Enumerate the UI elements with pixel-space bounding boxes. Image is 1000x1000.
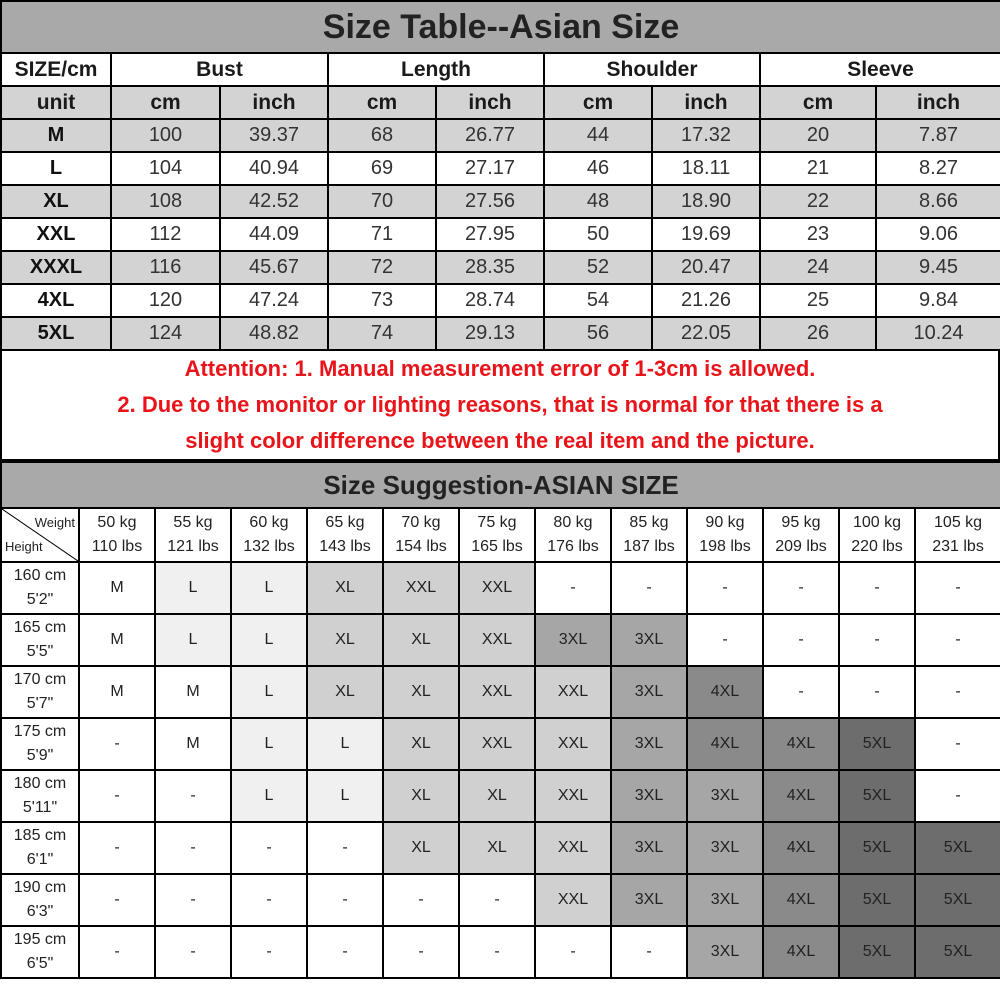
weight-lbs: 209 lbs [775, 538, 827, 555]
measure-cell: 27.17 [436, 152, 544, 185]
suggestion-rows [1, 562, 1000, 978]
unit-cell: cm [544, 86, 652, 119]
measure-cell: 42.52 [220, 185, 328, 218]
weight-lbs: 143 lbs [319, 538, 371, 555]
weight-height-corner [1, 508, 79, 562]
weight-header [763, 508, 839, 562]
suggested-size-cell: XL [383, 822, 459, 874]
suggested-size-cell: 3XL [687, 874, 763, 926]
measure-cell: 10.24 [876, 317, 1000, 350]
suggestion-row [1, 666, 1000, 718]
suggested-size-cell: 5XL [839, 770, 915, 822]
height-cm: 175 cm [13, 723, 67, 740]
height-cm: 160 cm [13, 567, 67, 584]
header-size: SIZE/cm [1, 53, 111, 86]
suggested-size-cell: L [231, 666, 307, 718]
measure-cell: 23 [760, 218, 876, 251]
weight-lbs: 154 lbs [395, 538, 447, 555]
measure-cell: 22.05 [652, 317, 760, 350]
height-header [1, 874, 79, 926]
suggested-size-cell: - [155, 926, 231, 978]
measure-cell: 24 [760, 251, 876, 284]
suggested-size-cell: L [155, 614, 231, 666]
size-label: XL [1, 185, 111, 218]
size-table-title: Size Table--Asian Size [1, 1, 1000, 53]
weight-header [307, 508, 383, 562]
suggested-size-cell: - [915, 770, 1000, 822]
height-header [1, 562, 79, 614]
size-row [1, 317, 1000, 350]
suggested-size-cell: - [839, 666, 915, 718]
header-bust: Bust [111, 53, 328, 86]
weight-kg: 105 kg [934, 514, 983, 531]
weight-kg: 80 kg [553, 514, 593, 531]
suggested-size-cell: XXL [383, 562, 459, 614]
measure-cell: 8.66 [876, 185, 1000, 218]
measure-cell: 9.45 [876, 251, 1000, 284]
weight-kg: 75 kg [477, 514, 517, 531]
measure-cell: 70 [328, 185, 436, 218]
suggested-size-cell: - [839, 562, 915, 614]
measure-cell: 18.11 [652, 152, 760, 185]
suggested-size-cell: 3XL [611, 770, 687, 822]
weight-header [231, 508, 307, 562]
suggested-size-cell: 5XL [915, 874, 1000, 926]
suggested-size-cell: M [79, 666, 155, 718]
suggested-size-cell: L [307, 770, 383, 822]
measure-cell: 18.90 [652, 185, 760, 218]
height-header [1, 926, 79, 978]
weight-kg: 95 kg [781, 514, 821, 531]
height-cm: 165 cm [13, 619, 67, 636]
measure-cell: 44.09 [220, 218, 328, 251]
suggested-size-cell: XXL [459, 666, 535, 718]
suggested-size-cell: 4XL [763, 718, 839, 770]
header-shoulder: Shoulder [544, 53, 760, 86]
suggested-size-cell: - [915, 718, 1000, 770]
size-row [1, 251, 1000, 284]
measure-cell: 20 [760, 119, 876, 152]
size-label: L [1, 152, 111, 185]
suggested-size-cell: - [763, 666, 839, 718]
measure-cell: 22 [760, 185, 876, 218]
suggested-size-cell: 5XL [839, 926, 915, 978]
weight-header [79, 508, 155, 562]
units-row [1, 86, 1000, 119]
suggested-size-cell: - [383, 874, 459, 926]
measure-cell: 45.67 [220, 251, 328, 284]
measure-cell: 73 [328, 284, 436, 317]
suggested-size-cell: - [915, 666, 1000, 718]
measure-cell: 25 [760, 284, 876, 317]
suggested-size-cell: L [231, 614, 307, 666]
suggested-size-cell: - [611, 926, 687, 978]
unit-cell: unit [1, 86, 111, 119]
size-row [1, 119, 1000, 152]
suggested-size-cell: L [231, 770, 307, 822]
measure-cell: 27.56 [436, 185, 544, 218]
weight-header [611, 508, 687, 562]
measure-cell: 28.35 [436, 251, 544, 284]
measure-cell: 104 [111, 152, 220, 185]
weight-lbs: 176 lbs [547, 538, 599, 555]
height-cm: 180 cm [13, 775, 67, 792]
suggested-size-cell: XXL [459, 562, 535, 614]
measure-cell: 17.32 [652, 119, 760, 152]
suggested-size-cell: - [459, 926, 535, 978]
suggested-size-cell: 5XL [915, 822, 1000, 874]
suggested-size-cell: XL [307, 666, 383, 718]
suggested-size-cell: 3XL [611, 666, 687, 718]
suggested-size-cell: 3XL [611, 718, 687, 770]
weight-kg: 90 kg [705, 514, 745, 531]
suggested-size-cell: XL [307, 614, 383, 666]
height-header [1, 666, 79, 718]
size-label: M [1, 119, 111, 152]
measure-cell: 27.95 [436, 218, 544, 251]
measure-cell: 54 [544, 284, 652, 317]
suggested-size-cell: - [79, 926, 155, 978]
measure-cell: 116 [111, 251, 220, 284]
suggested-size-cell: 4XL [763, 926, 839, 978]
suggested-size-cell: - [155, 822, 231, 874]
measure-cell: 71 [328, 218, 436, 251]
suggested-size-cell: 4XL [763, 874, 839, 926]
measure-cell: 48 [544, 185, 652, 218]
suggested-size-cell: - [79, 770, 155, 822]
measure-cell: 72 [328, 251, 436, 284]
size-label: 5XL [1, 317, 111, 350]
suggested-size-cell: - [79, 874, 155, 926]
suggested-size-cell: 5XL [915, 926, 1000, 978]
suggested-size-cell: XXL [535, 666, 611, 718]
weight-kg: 85 kg [629, 514, 669, 531]
height-cm: 195 cm [13, 931, 67, 948]
size-table [0, 0, 1000, 351]
suggestion-row [1, 926, 1000, 978]
weight-kg: 70 kg [401, 514, 441, 531]
suggested-size-cell: - [687, 562, 763, 614]
attention-notice [0, 351, 1000, 461]
measure-cell: 8.27 [876, 152, 1000, 185]
height-ft: 5'11" [22, 799, 58, 816]
suggested-size-cell: 3XL [535, 614, 611, 666]
height-ft: 5'9" [26, 747, 54, 764]
measure-cell: 46 [544, 152, 652, 185]
suggested-size-cell: - [155, 770, 231, 822]
measure-cell: 56 [544, 317, 652, 350]
measure-cell: 120 [111, 284, 220, 317]
suggested-size-cell: 3XL [611, 822, 687, 874]
suggested-size-cell: - [915, 614, 1000, 666]
unit-cell: inch [436, 86, 544, 119]
suggested-size-cell: - [611, 562, 687, 614]
size-label: XXXL [1, 251, 111, 284]
weight-lbs: 198 lbs [699, 538, 751, 555]
suggested-size-cell: 4XL [687, 718, 763, 770]
suggested-size-cell: 3XL [687, 926, 763, 978]
corner-weight-label: Weight [34, 515, 75, 530]
suggestion-row [1, 614, 1000, 666]
measure-cell: 112 [111, 218, 220, 251]
suggested-size-cell: - [155, 874, 231, 926]
suggested-size-cell: M [155, 666, 231, 718]
size-row [1, 152, 1000, 185]
suggested-size-cell: M [79, 562, 155, 614]
notice-line-3: slight color difference between the real item and the picture. [185, 428, 815, 453]
height-header [1, 822, 79, 874]
suggested-size-cell: 3XL [687, 822, 763, 874]
suggested-size-cell: - [687, 614, 763, 666]
suggested-size-cell: 5XL [839, 874, 915, 926]
suggestion-title: Size Suggestion-ASIAN SIZE [1, 462, 1000, 508]
suggestion-row [1, 718, 1000, 770]
unit-cell: cm [328, 86, 436, 119]
suggested-size-cell: 3XL [611, 614, 687, 666]
weight-header [915, 508, 1000, 562]
measure-cell: 26.77 [436, 119, 544, 152]
measure-cell: 7.87 [876, 119, 1000, 152]
weight-lbs: 132 lbs [243, 538, 295, 555]
unit-cell: inch [652, 86, 760, 119]
suggested-size-cell: XXL [459, 718, 535, 770]
weight-header [155, 508, 231, 562]
measure-cell: 20.47 [652, 251, 760, 284]
suggested-size-cell: - [307, 874, 383, 926]
suggested-size-cell: 5XL [839, 718, 915, 770]
suggested-size-cell: - [459, 874, 535, 926]
weight-header [535, 508, 611, 562]
suggested-size-cell: M [79, 614, 155, 666]
measure-cell: 69 [328, 152, 436, 185]
suggested-size-cell: XXL [459, 614, 535, 666]
suggested-size-cell: M [155, 718, 231, 770]
suggested-size-cell: - [307, 822, 383, 874]
height-ft: 6'3" [26, 903, 54, 920]
suggested-size-cell: L [231, 562, 307, 614]
weight-kg: 65 kg [325, 514, 365, 531]
suggested-size-cell: 4XL [763, 822, 839, 874]
suggested-size-cell: 4XL [763, 770, 839, 822]
suggested-size-cell: 3XL [611, 874, 687, 926]
weight-header-row [1, 508, 1000, 562]
suggested-size-cell: XL [383, 666, 459, 718]
suggested-size-cell: XL [383, 614, 459, 666]
measure-cell: 9.84 [876, 284, 1000, 317]
suggestion-row [1, 770, 1000, 822]
suggested-size-cell: XXL [535, 822, 611, 874]
weight-header [459, 508, 535, 562]
suggestion-row [1, 562, 1000, 614]
weight-lbs: 231 lbs [932, 538, 984, 555]
header-sleeve: Sleeve [760, 53, 1000, 86]
measure-cell: 47.24 [220, 284, 328, 317]
weight-header [687, 508, 763, 562]
measure-cell: 21.26 [652, 284, 760, 317]
suggested-size-cell: - [915, 562, 1000, 614]
measure-cell: 28.74 [436, 284, 544, 317]
suggested-size-cell: - [763, 614, 839, 666]
measure-cell: 29.13 [436, 317, 544, 350]
height-ft: 5'7" [26, 695, 54, 712]
suggested-size-cell: XL [383, 718, 459, 770]
suggested-size-cell: L [307, 718, 383, 770]
measure-cell: 26 [760, 317, 876, 350]
suggested-size-cell: 4XL [687, 666, 763, 718]
size-row [1, 284, 1000, 317]
measure-cell: 100 [111, 119, 220, 152]
suggested-size-cell: - [535, 562, 611, 614]
measure-cell: 50 [544, 218, 652, 251]
measure-cell: 74 [328, 317, 436, 350]
suggested-size-cell: XL [307, 562, 383, 614]
unit-cell: inch [876, 86, 1000, 119]
suggested-size-cell: - [231, 822, 307, 874]
size-row [1, 218, 1000, 251]
height-cm: 190 cm [13, 879, 67, 896]
suggested-size-cell: - [535, 926, 611, 978]
measure-cell: 124 [111, 317, 220, 350]
suggested-size-cell: - [79, 718, 155, 770]
size-rows [1, 119, 1000, 350]
suggested-size-cell: - [79, 822, 155, 874]
measure-cell: 21 [760, 152, 876, 185]
suggested-size-cell: L [155, 562, 231, 614]
weight-kg: 55 kg [173, 514, 213, 531]
height-cm: 185 cm [13, 827, 67, 844]
height-ft: 6'1" [26, 851, 54, 868]
measure-cell: 48.82 [220, 317, 328, 350]
weight-kg: 60 kg [249, 514, 289, 531]
weight-kg: 50 kg [97, 514, 137, 531]
corner-height-label: Height [5, 539, 43, 554]
height-ft: 5'2" [26, 591, 54, 608]
weight-lbs: 187 lbs [623, 538, 675, 555]
measure-cell: 68 [328, 119, 436, 152]
measure-cell: 19.69 [652, 218, 760, 251]
suggested-size-cell: - [763, 562, 839, 614]
unit-cell: cm [760, 86, 876, 119]
measure-cell: 44 [544, 119, 652, 152]
height-header [1, 614, 79, 666]
suggested-size-cell: XL [383, 770, 459, 822]
measure-cell: 9.06 [876, 218, 1000, 251]
height-header [1, 718, 79, 770]
size-suggestion-table [0, 461, 1000, 979]
suggestion-row [1, 822, 1000, 874]
size-label: 4XL [1, 284, 111, 317]
weight-header [839, 508, 915, 562]
suggested-size-cell: L [231, 718, 307, 770]
suggested-size-cell: - [383, 926, 459, 978]
weight-kg: 100 kg [852, 514, 902, 531]
suggested-size-cell: - [839, 614, 915, 666]
measure-cell: 39.37 [220, 119, 328, 152]
unit-cell: inch [220, 86, 328, 119]
height-ft: 6'5" [26, 955, 54, 972]
measure-cell: 108 [111, 185, 220, 218]
weight-lbs: 165 lbs [471, 538, 523, 555]
height-header [1, 770, 79, 822]
weight-lbs: 220 lbs [851, 538, 903, 555]
suggested-size-cell: 5XL [839, 822, 915, 874]
suggested-size-cell: XL [459, 822, 535, 874]
suggested-size-cell: - [231, 874, 307, 926]
weight-header [383, 508, 459, 562]
suggestion-row [1, 874, 1000, 926]
notice-line-2: 2. Due to the monitor or lighting reasons, that is normal for that there is a [117, 392, 883, 417]
header-length: Length [328, 53, 544, 86]
size-label: XXL [1, 218, 111, 251]
suggested-size-cell: - [307, 926, 383, 978]
weight-lbs: 121 lbs [167, 538, 219, 555]
notice-line-1: Attention: 1. Manual measurement error of 1-3cm is allowed. [184, 356, 816, 381]
suggested-size-cell: - [231, 926, 307, 978]
suggested-size-cell: XXL [535, 718, 611, 770]
height-cm: 170 cm [13, 671, 67, 688]
suggested-size-cell: XXL [535, 770, 611, 822]
size-row [1, 185, 1000, 218]
suggested-size-cell: XXL [535, 874, 611, 926]
weight-lbs: 110 lbs [91, 538, 143, 555]
measure-cell: 52 [544, 251, 652, 284]
unit-cell: cm [111, 86, 220, 119]
suggested-size-cell: 3XL [687, 770, 763, 822]
measure-cell: 40.94 [220, 152, 328, 185]
height-ft: 5'5" [26, 643, 54, 660]
suggested-size-cell: XL [459, 770, 535, 822]
